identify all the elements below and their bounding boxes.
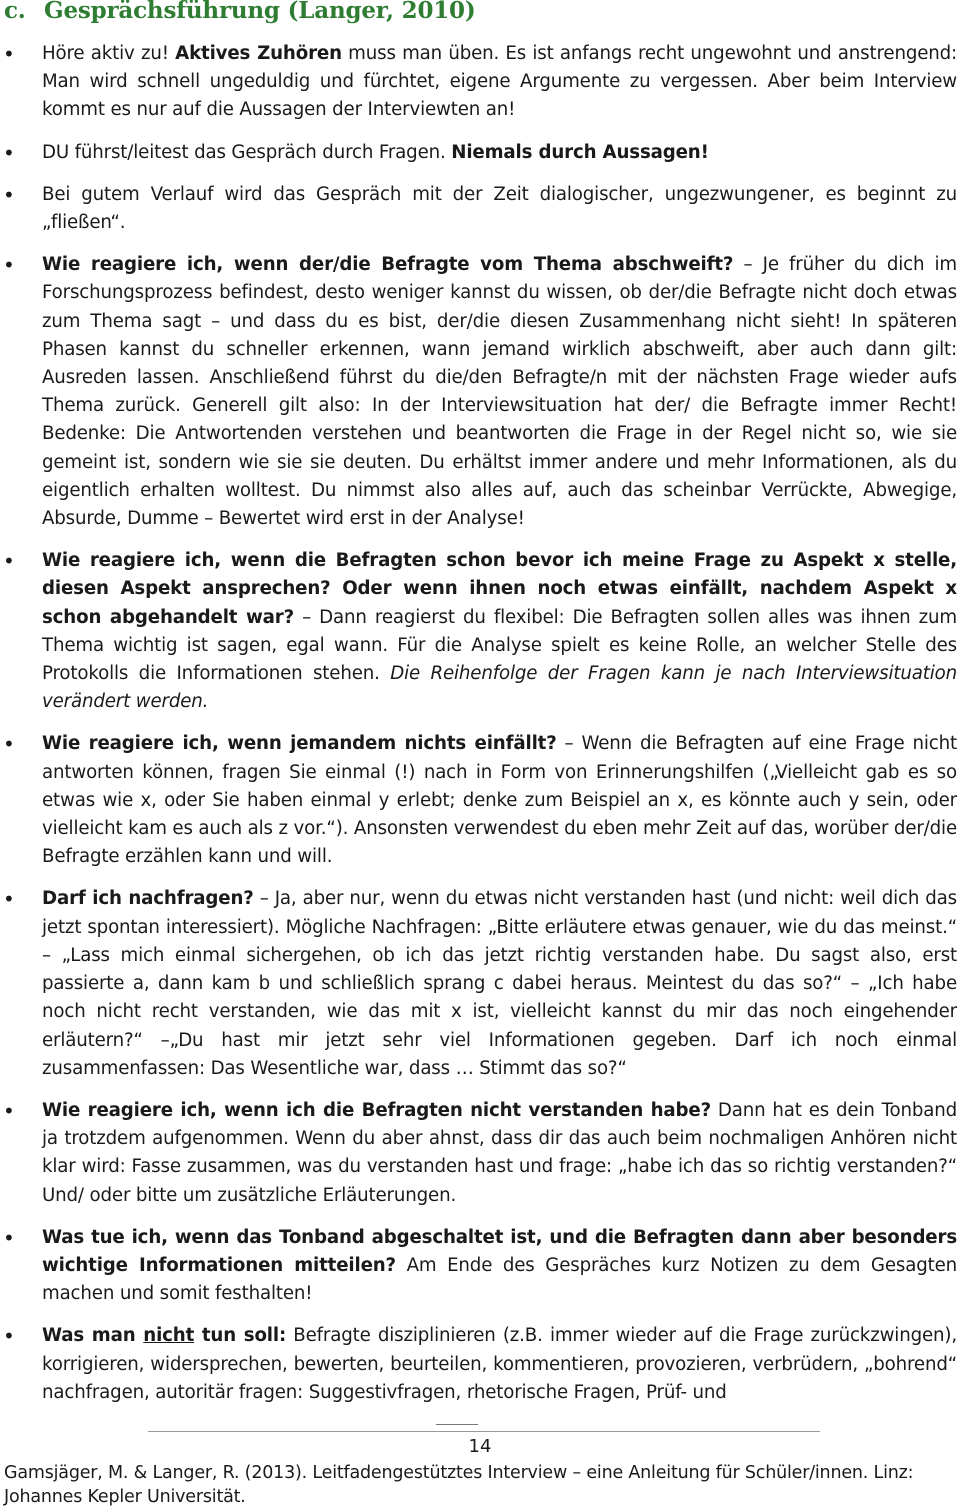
item-text: – Wenn die Befragten auf eine Frage nicht antworten können, fragen Sie einmal (!) nach in Form von Erinnerungshilfen („Vielleicht gab es so etwas wie x, oder Sie haben einmal y erlebt; denke zum Beispiel an x, es könnte auch y sein, oder vielleicht kam es auch als z vor.“). Ansonsten verwendest du eben mehr Zeit auf das, worüber der/die Befragte erzählen kann und will. xyxy=(42,733,957,868)
bullet-icon: • xyxy=(3,887,15,912)
item-text: Befragte disziplinieren (z.B. immer wieder auf die Frage zurückzwingen), korrigieren, widersprechen, bewerten, beurteilen, kommentieren, provozieren, verbrüdern, „bohrend“ nachfragen, autoritär fragen: Suggestivfragen, rhetorische Fragen, Prüf- und xyxy=(42,1325,957,1403)
bullet-icon: • xyxy=(3,253,15,278)
item-text: – Dann reagierst du flexibel: Die Befragten sollen alles was ihnen zum Thema wichtig ist sagen, egal wann. Für die Analyse spielt es keine Rolle, an welcher Stelle des Protokolls die Informationen stehen. xyxy=(42,606,957,685)
item-question: Was tue ich, wenn das Tonband abgeschaltet ist, und die Befragten dann aber besonders wichtige Informationen mitteilen? xyxy=(42,1226,957,1276)
bullet-icon: • xyxy=(3,1225,15,1250)
bullet-icon: • xyxy=(3,1098,15,1123)
bullet-icon: • xyxy=(3,732,15,757)
item-text: muss man üben. Es ist anfangs recht ungewohnt und anstrengend: Man wird schnell ungeduldig und fürchtet, eigene Argumente zu vergessen. Aber beim Interview kommt es nur auf die Aussagen der Interviewten an! xyxy=(42,43,958,121)
list-item-follow-up xyxy=(0,885,960,1082)
item-question: Was man xyxy=(42,1325,144,1347)
bullet-icon: • xyxy=(3,182,15,207)
list-item-what-not-to-do xyxy=(0,1322,960,1407)
footer-divider-short xyxy=(436,1424,478,1425)
item-bold-text: Aktives Zuhören xyxy=(175,43,342,64)
item-bold-text: Niemals durch Aussagen! xyxy=(451,141,709,163)
item-text: Bei gutem Verlauf wird das Gespräch mit der Zeit dialogischer, ungezwungener, es beginnt zu „fließen“. xyxy=(42,183,957,234)
item-question: Wie reagiere ich, wenn jemandem nichts einfällt? xyxy=(42,733,557,755)
item-question: Wie reagiere ich, wenn der/die Befragte vom Thema abschweift? xyxy=(42,254,734,276)
item-italic-text: Die Reihenfolge der Fragen kann je nach Interviewsituation verändert werden. xyxy=(42,663,958,713)
bullet-icon: • xyxy=(3,42,15,66)
item-text: – Je früher du dich im Forschungsprozess befindest, desto weniger kannst du wissen, ob der/die Befragte nicht doch etwas zum Thema sagt – und dass du es bist, der/die diesen Zusammenhang nicht sieht! In späteren Phasen kannst du schneller erkennen, wann jemand wirklich abschweift, aber auch dann gilt: Ausreden lassen. Anschließend führst du die/den Befragte/n mit der nächsten Frage wieder aufs Thema zurück. Generell gilt also: In der Interviewsituation hat der/ die Befragte immer Recht! Bedenke: Die Antwortenden verstehen und beantworten die Frage in der Regel nicht so, wie sie gemeint ist, sondern wie sie sie deuten. Du erhältst immer andere und mehr Informationen, als du eigentlich erhalten wolltest. Du nimmst also alles auf, auch das scheinbar Verrückte, Abwegige, Absurde, Dumme – Bewertet wird erst in der Analyse! xyxy=(42,254,958,530)
item-text: Am Ende des Gespräches kurz Notizen zu dem Gesagten machen und somit festhalten! xyxy=(42,1254,957,1305)
bullet-icon: • xyxy=(3,549,15,574)
footer-citation: Gamsjäger, M. & Langer, R. (2013). Leitfadengestütztes Interview – eine Anleitung für Schüler/innen. Linz: Johannes Kepler Universität. xyxy=(4,1463,914,1507)
item-text: – Ja, aber nur, wenn du etwas nicht verstanden hast (und nicht: weil dich das jetzt spontan interessiert). Mögliche Nachfragen: „Bitte erläutere etwas genauer, wie du das meinst.“ – „Lass mich einmal sichergehen, ob ich das jetzt richtig verstanden habe. Du sagst also, erst passierte a, dann kam b und schließlich sprang c dabei heraus. Meintest du das so?“ – „Ich habe noch nicht recht verstanden, wie das mit x ist, vielleicht kannst du mir das noch eingehender erläutern?“ –„Du hast mir jetzt sehr viel Informationen gegeben. Darf ich noch einmal zusammenfassen: Das Wesentliche war, dass … Stimmt das so?“ xyxy=(42,888,957,1079)
item-question: Wie reagiere ich, wenn die Befragten schon bevor ich meine Frage zu Aspekt x stelle, diesen Aspekt ansprechen? Oder wenn ihnen noch etwas einfällt, nachdem Aspekt x schon abgehandelt war? xyxy=(42,550,957,628)
item-underlined-text: nicht xyxy=(143,1325,195,1347)
list-item-conversation-flow xyxy=(0,181,960,237)
list-item-tape-off xyxy=(0,1224,960,1309)
bullet-icon: • xyxy=(3,1324,15,1349)
item-text: DU führst/leitest das Gespräch durch Fragen. xyxy=(42,141,452,163)
bullet-icon: • xyxy=(3,140,15,165)
list-item-lead-by-questions xyxy=(0,139,960,167)
item-question: Wie reagiere ich, wenn ich die Befragten nicht verstanden habe? xyxy=(42,1099,711,1121)
list-item-not-understood xyxy=(0,1097,960,1210)
page-number: 14 xyxy=(468,1436,492,1457)
guideline-list xyxy=(0,40,960,1421)
list-item-nothing-comes-to-mind xyxy=(0,730,960,871)
section-letter: c. xyxy=(4,0,26,24)
list-item-off-topic xyxy=(0,251,960,533)
item-text: Höre aktiv zu! xyxy=(42,43,176,64)
item-question: tun soll: xyxy=(194,1325,287,1347)
item-text: Dann hat es dein Tonband ja trotzdem aufgenommen. Wenn du aber ahnst, dass dir das auch beim nochmaligen Anhören nicht klar wird: Fasse zusammen, was du verstanden hast und frage: „habe ich das so richtig verstanden?“ Und/ oder bitte um zusätzliche Erläuterungen. xyxy=(42,1099,958,1206)
item-question: Darf ich nachfragen? xyxy=(42,888,254,910)
list-item-early-aspect xyxy=(0,547,960,716)
section-heading xyxy=(4,0,476,24)
footer-divider-long xyxy=(148,1431,820,1432)
list-item-active-listening xyxy=(0,40,960,125)
section-title: Gesprächsführung (Langer, 2010) xyxy=(44,0,476,24)
